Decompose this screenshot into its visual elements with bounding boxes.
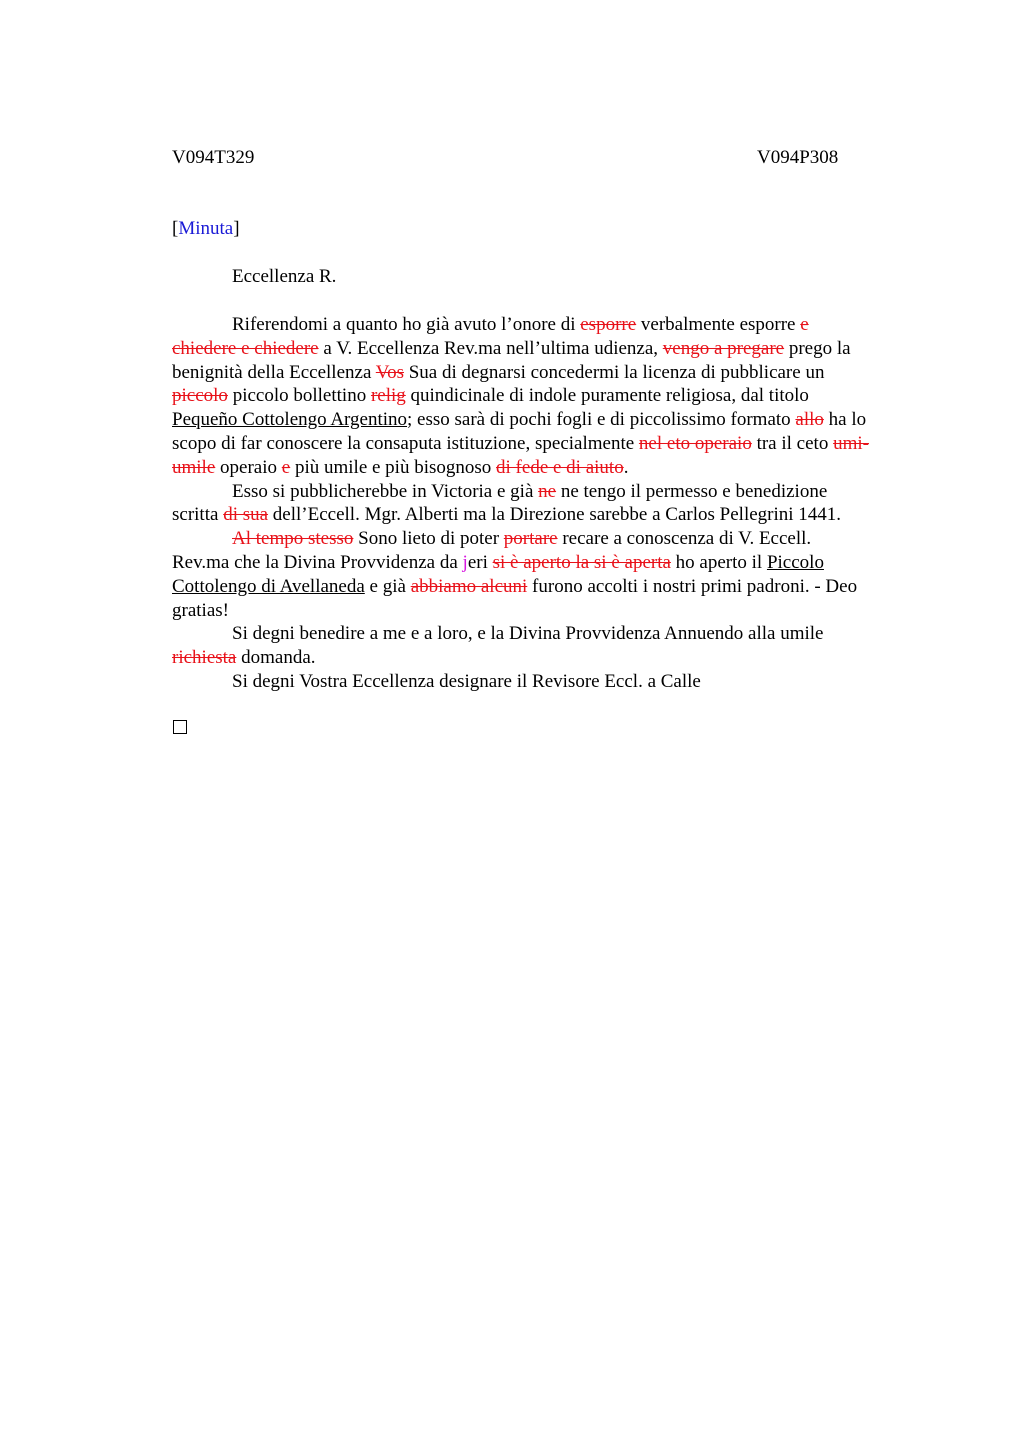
- deleted-text: umi-: [833, 432, 869, 454]
- deleted-text: Al tempo stesso: [232, 528, 354, 550]
- deleted-text: chiedere e chiedere: [172, 337, 319, 359]
- text-line: [172, 480, 942, 504]
- underlined-title: Cottolengo di Avellaneda: [172, 575, 365, 597]
- inserted-text: j: [462, 551, 468, 573]
- deleted-text: portare: [503, 528, 558, 550]
- underlined-title: Pequeño Cottolengo Argentino: [172, 409, 408, 431]
- deleted-text: ne: [538, 480, 557, 502]
- text-line: [172, 384, 942, 408]
- text-segment: più umile e più bisognoso: [290, 456, 497, 478]
- text-segment: .: [623, 456, 629, 478]
- minuta-text: Minuta: [178, 218, 234, 239]
- text-segment: operaio: [215, 456, 282, 478]
- deleted-text: allo: [795, 409, 824, 431]
- text-segment: verbalmente esporre: [636, 314, 801, 335]
- text-line: [172, 599, 942, 623]
- deleted-text: di sua: [223, 504, 269, 526]
- text-line: [172, 622, 942, 646]
- text-line: [172, 432, 942, 456]
- text-segment: e già: [364, 575, 411, 597]
- deleted-text: di fede e di aiuto: [496, 456, 624, 478]
- text-segment: benignità della Eccellenza: [172, 361, 376, 383]
- text-segment: Rev.ma che la Divina Provvidenza da: [172, 551, 463, 573]
- text-line: [172, 646, 942, 670]
- text-segment: Riferendomi a quanto ho già avuto l’onore di: [232, 314, 581, 335]
- text-segment: quindicinale di indole puramente religiosa, dal titolo: [405, 385, 809, 407]
- deleted-text: e: [281, 456, 291, 478]
- text-segment: prego la: [784, 337, 851, 359]
- text-segment: furono accolti i nostri primi padroni. - Deo: [527, 575, 858, 597]
- text-segment: eri: [467, 551, 493, 573]
- deleted-text: e: [800, 314, 809, 335]
- text-segment: Esso si pubblicherebbe in Victoria e già: [232, 480, 539, 502]
- text-segment: scritta: [172, 504, 224, 526]
- deleted-text: piccolo: [172, 385, 228, 407]
- empty-square-icon: [173, 720, 187, 734]
- text-segment: Sono lieto di poter: [353, 528, 504, 550]
- text-line: [172, 670, 942, 694]
- text-line: [172, 456, 942, 480]
- text-line: [172, 337, 942, 361]
- deleted-text: nel eto operaio: [638, 432, 752, 454]
- text-segment: dell’Eccell. Mgr. Alberti ma la Direzione sarebbe a Carlos Pellegrini 1441.: [268, 504, 842, 526]
- deleted-text: esporre: [580, 314, 637, 335]
- bracket-open: [: [172, 218, 179, 239]
- text-segment: piccolo bollettino: [227, 385, 371, 407]
- text-line: [172, 313, 942, 337]
- text-line: [172, 503, 942, 527]
- deleted-text: umile: [172, 456, 216, 478]
- text-segment: a V. Eccellenza Rev.ma nell’ultima udienza,: [318, 337, 663, 359]
- text-segment: domanda.: [236, 647, 316, 669]
- deleted-text: richiesta: [172, 647, 237, 669]
- text-segment: tra il ceto: [751, 432, 834, 454]
- text-segment: ; esso sarà di pochi fogli e di piccolissimo formato: [407, 409, 796, 431]
- text-line: [172, 408, 942, 432]
- text-segment: Si degni Vostra Eccellenza designare il Revisore Eccl. a Calle: [232, 670, 701, 692]
- text-segment: Si degni benedire a me e a loro, e la Divina Provvidenza Annuendo alla umile: [232, 623, 824, 645]
- letter-body: [172, 313, 942, 694]
- deleted-text: si è aperto la si è aperta: [492, 551, 671, 573]
- text-line: [172, 551, 942, 575]
- text-segment: recare a conoscenza di V. Eccell.: [557, 528, 812, 550]
- minuta-label: [172, 218, 240, 240]
- text-segment: gratias!: [172, 599, 229, 621]
- salutation: Eccellenza R.: [232, 266, 337, 287]
- deleted-text: vengo a pregare: [662, 337, 785, 359]
- text-segment: ne tengo il permesso e benedizione: [556, 480, 828, 502]
- deleted-text: relig: [370, 385, 406, 407]
- text-segment: ha lo: [823, 409, 867, 431]
- text-line: [172, 527, 942, 551]
- underlined-title: Piccolo: [766, 551, 824, 573]
- text-segment: ho aperto il: [670, 551, 767, 573]
- bracket-close: ]: [233, 218, 240, 239]
- document-code-right: V094P308: [757, 147, 839, 168]
- text-segment: scopo di far conoscere la consaputa istituzione, specialmente: [172, 432, 639, 454]
- text-line: [172, 361, 942, 385]
- deleted-text: abbiamo alcuni: [410, 575, 528, 597]
- document-code-left: V094T329: [172, 147, 255, 168]
- text-line: [172, 575, 942, 599]
- text-segment: Sua di degnarsi concedermi la licenza di pubblicare un: [403, 361, 825, 383]
- deleted-text: Vos: [375, 361, 404, 383]
